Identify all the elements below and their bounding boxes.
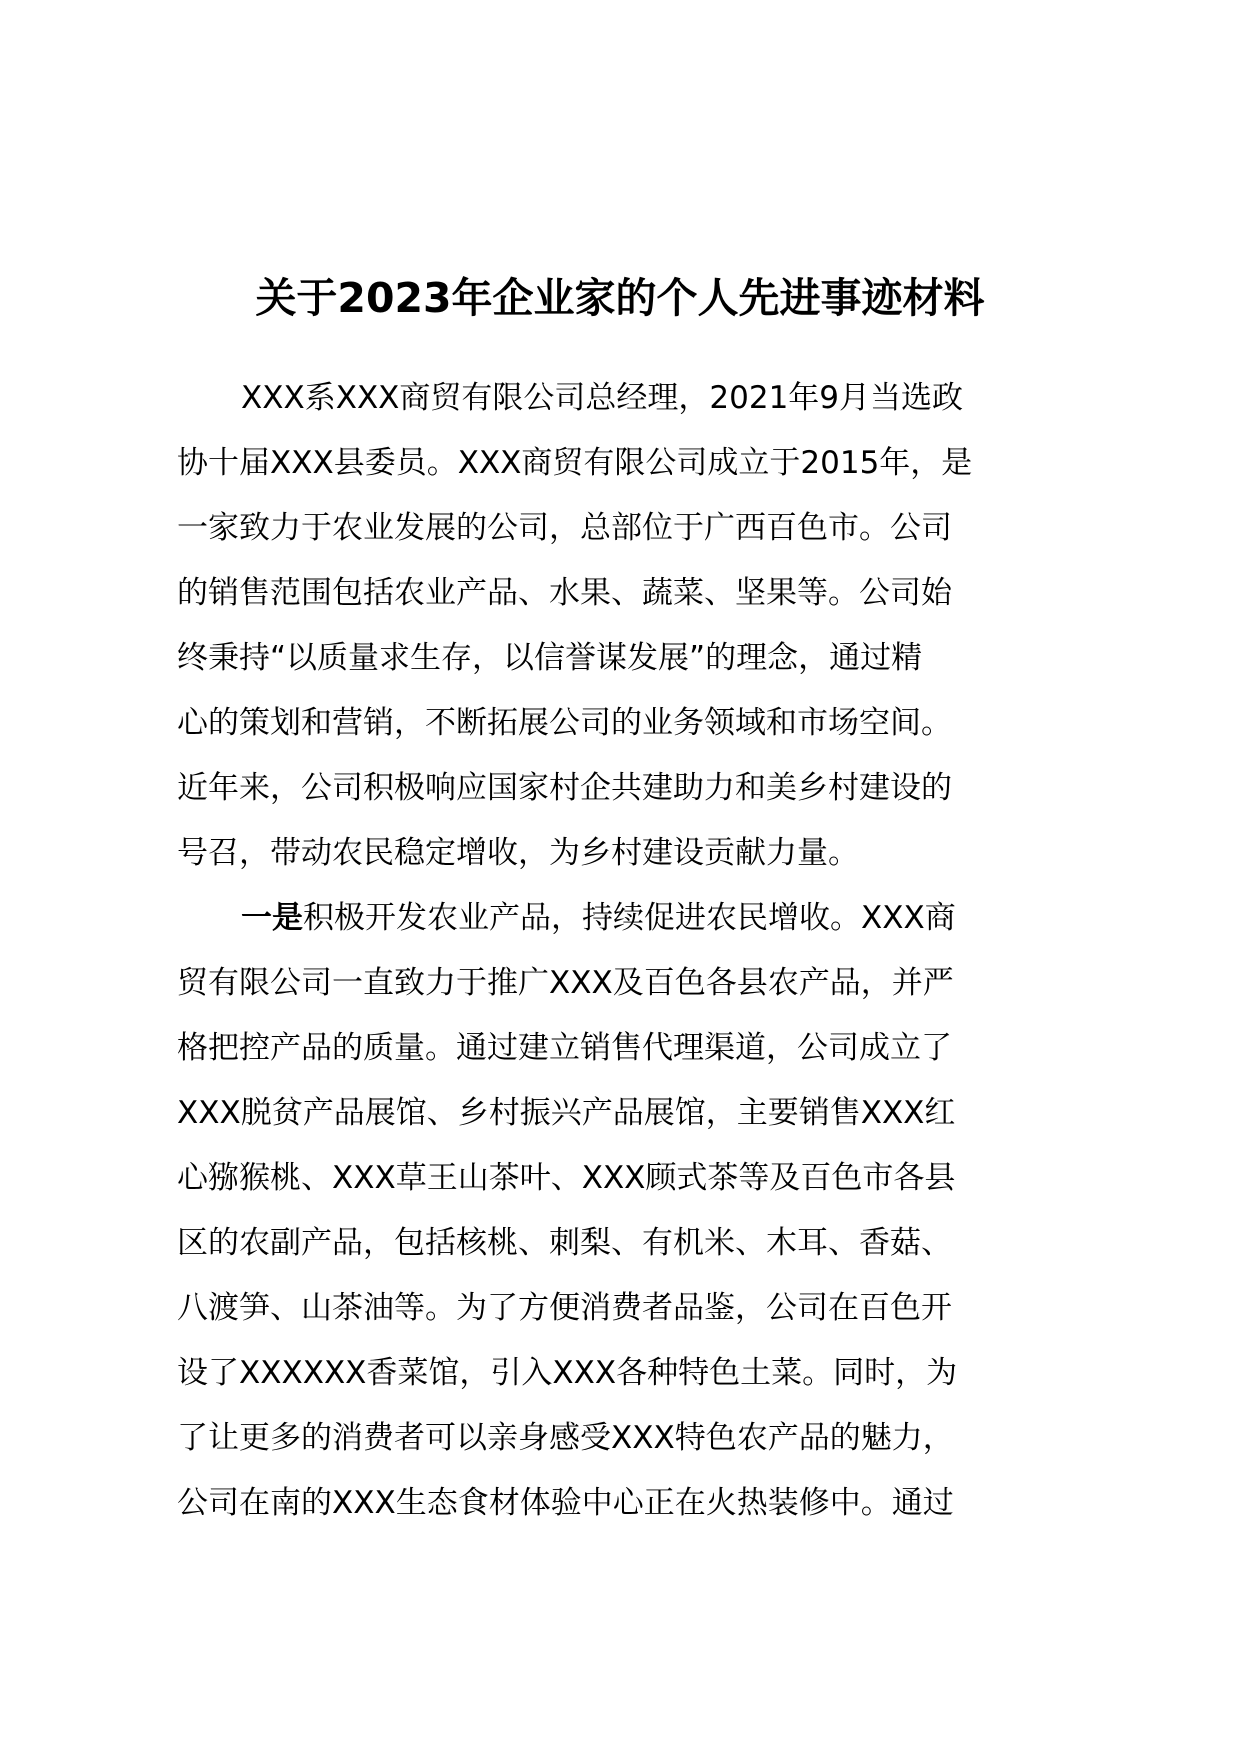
text-line: 格把控产品的质量。通过建立销售代理渠道，公司成立了 — [177, 1030, 952, 1066]
text-line: 心猕猴桃、XXX草王山茶叶、XXX顾式茶等及百色市各县 — [177, 1160, 956, 1196]
text-line: 近年来，公司积极响应国家村企共建助力和美乡村建设的 — [177, 770, 952, 806]
document-body — [177, 366, 1117, 1536]
point-lead-label: 一是 — [241, 900, 303, 936]
text-line: 区的农副产品，包括核桃、刺梨、有机米、木耳、香菇、 — [177, 1225, 952, 1261]
text-line: 号召，带动农民稳定增收，为乡村建设贡献力量。 — [177, 835, 859, 871]
text-line: 八渡笋、山茶油等。为了方便消费者品鉴，公司在百色开 — [177, 1290, 952, 1326]
text-line: 心的策划和营销，不断拓展公司的业务领域和市场空间。 — [177, 705, 952, 741]
text-line: XXX脱贫产品展馆、乡村振兴产品展馆，主要销售XXX红 — [177, 1095, 956, 1131]
text-line: 贸有限公司一直致力于推广XXX及百色各县农产品，并严 — [177, 965, 954, 1001]
paragraph-point-one — [177, 886, 1117, 1536]
text-line: 了让更多的消费者可以亲身感受XXX特色农产品的魅力， — [177, 1420, 954, 1456]
paragraph-intro — [177, 366, 1117, 886]
text-line: 协十届XXX县委员。XXX商贸有限公司成立于2015年，是 — [177, 445, 973, 481]
text-line: XXX系XXX商贸有限公司总经理，2021年9月当选政 — [241, 380, 964, 416]
text-line: 一家致力于农业发展的公司，总部位于广西百色市。公司 — [177, 510, 952, 546]
text-line — [177, 886, 1117, 951]
text-line: 终秉持“以质量求生存，以信誉谋发展”的理念，通过精 — [177, 640, 923, 676]
document-title: 关于2023年企业家的个人先进事迹材料 — [255, 274, 985, 322]
text-line: 公司在南的XXX生态食材体验中心正在火热装修中。通过 — [177, 1485, 954, 1521]
text-line: 设了XXXXXX香菜馆，引入XXX各种特色土菜。同时，为 — [177, 1355, 958, 1391]
point-heading-text: 积极开发农业产品，持续促进农民增收。XXX商 — [303, 900, 956, 936]
text-line: 的销售范围包括农业产品、水果、蔬菜、坚果等。公司始 — [177, 575, 952, 611]
